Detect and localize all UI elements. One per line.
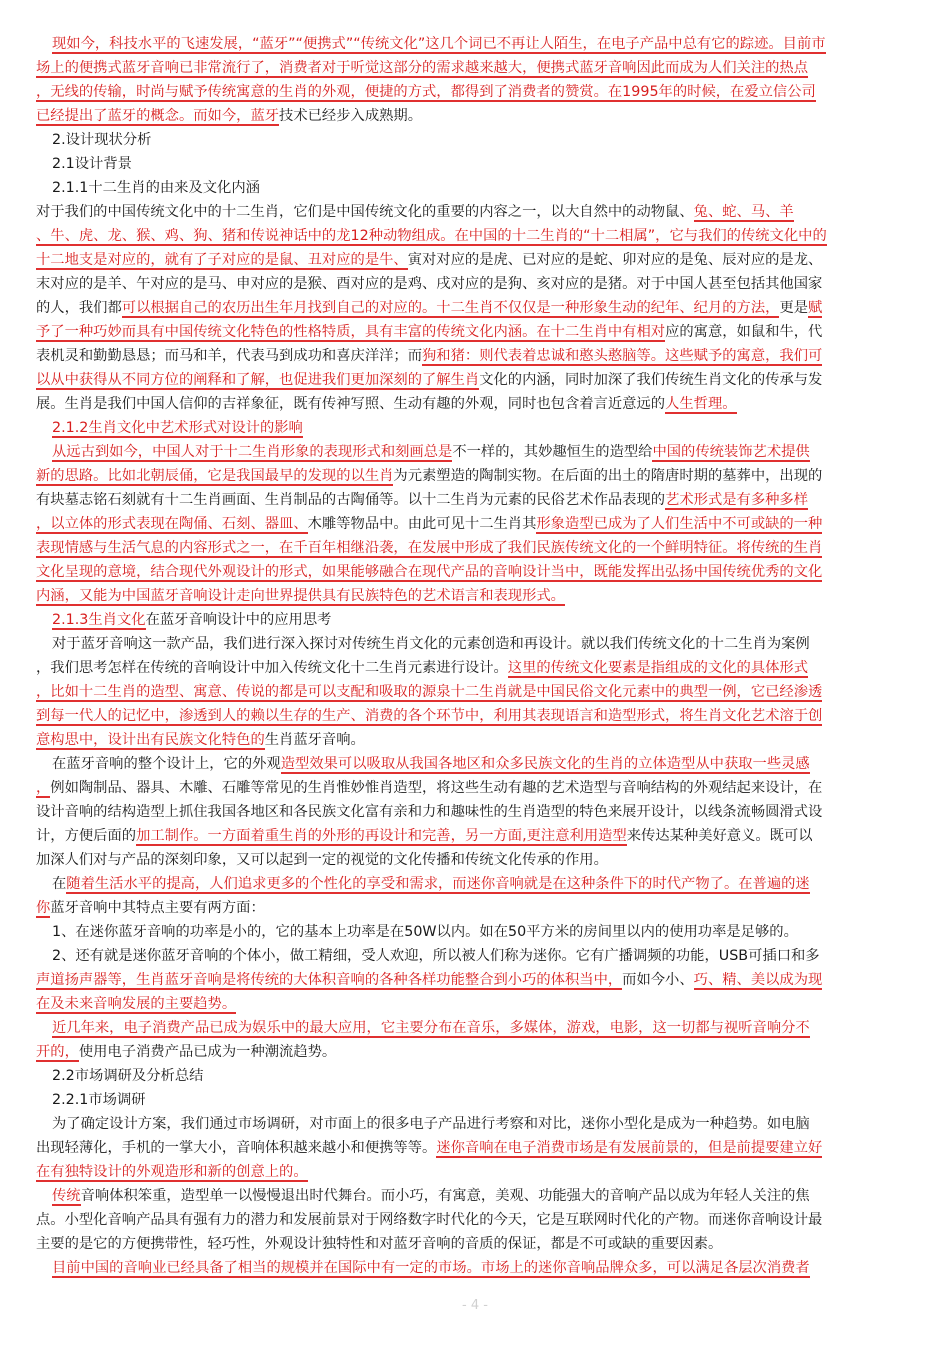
body-text: 蓝牙音响中其特点主要有两方面：: [50, 900, 265, 916]
body-text: 点。小型化音响产品具有强有力的潜力和发展前景对于网络数字时代化的今天，它是互联网时代化的产物。而迷你音响设计最: [36, 1212, 823, 1228]
text-line: [36, 1064, 932, 1088]
text-line: [36, 1184, 932, 1208]
body-text: 表机灵和勤勤恳恳；而马和羊，代表马到成功和喜庆洋洋；而: [36, 348, 423, 364]
text-line: [36, 1016, 932, 1040]
text-line: [36, 224, 916, 248]
highlighted-text: 狗和猪：则代表着忠诚和憨头憨脑等。这些赋予的寓意，我们可: [422, 348, 823, 364]
highlighted-text: 从远古到如今，中国人对于十二生肖形象的表现形式和刻画总是: [52, 444, 453, 460]
highlighted-text: 你: [36, 900, 51, 916]
body-text: 木雕等物品中。由此可见十二生肖其: [307, 516, 537, 532]
text-line: [36, 872, 932, 896]
text-line: [36, 752, 932, 776]
text-line: [36, 56, 916, 80]
body-text: ，我们思考怎样在传统的音响设计中加入传统文化十二生肖元素进行设计。: [36, 660, 508, 676]
highlighted-text: 目前中国的音响业已经具备了相当的规模并在国际中有一定的市场。市场上的迷你音响品牌众多，可以满足各层次消费者: [52, 1260, 810, 1276]
body-text: 更是: [779, 300, 809, 316]
text-line: [36, 80, 916, 104]
highlighted-text: 传统: [52, 1188, 81, 1204]
body-text: 技术已经步入成熟期。: [279, 108, 423, 124]
body-text: 在蓝牙音响的整个设计上，它的外观: [52, 756, 281, 772]
highlighted-text: 巧、精、美以成为现: [693, 972, 823, 988]
body-text: 有块墓志铭石刻就有十二生肖画面、生肖制品的古陶俑等。以十二生肖为元素的民俗艺术作品表现的: [36, 492, 666, 508]
highlighted-text: 中国的传统装饰艺术提供: [652, 444, 810, 460]
text-line: [36, 176, 932, 200]
highlighted-text: 这里的传统文化要素是指组成的文化的具体形式: [507, 660, 809, 676]
text-line: [36, 392, 916, 416]
highlighted-text: 已经提出了蓝牙的概念。而如今，蓝牙: [36, 108, 280, 124]
body-text: 2.2市场调研及分析总结: [52, 1068, 204, 1084]
text-line: [36, 464, 916, 488]
body-text: 2、还有就是迷你蓝牙音响的个体小，做工精细，受人欢迎，所以被人们称为迷你。它有广播调频的功能，USB可插口和多: [52, 948, 820, 964]
text-line: [36, 272, 916, 296]
text-line: [36, 896, 916, 920]
body-text: 文化的内涵，同时加深了我们传统生肖文化的传承与发: [479, 372, 823, 388]
body-text: 主要的是它的方便携带性，轻巧性，外观设计独特性和对蓝牙音响的音质的保证，都是不可或缺的重要因素。: [36, 1236, 723, 1252]
highlighted-text: 表现情感与生活气息的内容形式之一，在千百年相继沿袭，在发展中形成了我们民族传统文化的一个鲜明特征。将传统的生肖: [36, 540, 823, 556]
text-line: [36, 848, 916, 872]
text-line: [36, 1088, 932, 1112]
body-text: 为了确定设计方案，我们通过市场调研，对市面上的很多电子产品进行考察和对比，迷你小型化是成为一种趋势。如电脑: [52, 1116, 810, 1132]
text-line: [36, 704, 916, 728]
text-line: [36, 344, 916, 368]
body-text: 2.2.1市场调研: [52, 1092, 146, 1108]
highlighted-text: 现如今，科技水平的飞速发展，“蓝牙”“便携式”“传统文化”这几个词已不再让人陌生，在电子产品中总有它的踪迹。目前市: [52, 36, 826, 52]
highlighted-text: 文化呈现的意境，结合现代外观设计的形式，如果能够融合在现代产品的音响设计当中，既能发挥出弘扬中国传统优秀的文化: [36, 564, 823, 580]
body-text: 而如今小、: [622, 972, 694, 988]
text-line: [36, 104, 916, 128]
highlighted-text: 场上的便携式蓝牙音响已非常流行了，消费者对于听觉这部分的需求越来越大，便携式蓝牙音响因此而成为人们关注的热点: [36, 60, 809, 76]
body-text: 对于蓝牙音响这一款产品，我们进行深入探讨对传统生肖文化的元素创造和再设计。就以我们传统文化的十二生肖为案例: [52, 636, 810, 652]
highlighted-text: 加工制作。一方面着重生肖的外形的再设计和完善，另一方面,更注意利用造型: [136, 828, 627, 844]
highlighted-text: 到每一代人的记忆中，渗透到人的赖以生存的生产、消费的各个环节中，利用其表现语言和造型形式，将生肖文化艺术溶于创: [36, 708, 823, 724]
body-text: 应的寓意，如鼠和牛，代: [665, 324, 823, 340]
highlighted-text: 2.1.2生肖文化中艺术形式对设计的影响: [52, 420, 303, 436]
body-text: 2.1.1十二生肖的由来及文化内涵: [52, 180, 260, 196]
text-line: [36, 632, 932, 656]
highlighted-text: ，无线的传输，时尚与赋予传统寓意的生肖的外观，便捷的方式，都得到了消费者的赞赏。在1995年的时候，在爱立信公司: [36, 84, 816, 100]
text-line: [36, 584, 916, 608]
text-line: [36, 440, 932, 464]
text-line: [36, 368, 916, 392]
highlighted-text: 、牛、虎、龙、猴、鸡、狗、猪和传说神话中的龙12种动物组成。在中国的十二生肖的“十二相属”，它与我们的传统文化中的: [36, 228, 827, 244]
body-text: 2.1设计背景: [52, 156, 132, 172]
highlighted-text: 造型效果可以吸取从我国各地区和众多民族文化的生肖的立体造型从中获取一些灵感: [280, 756, 810, 772]
text-line: [36, 992, 916, 1016]
highlighted-text: ，: [36, 780, 51, 796]
text-line: [36, 944, 932, 968]
highlighted-text: 在有独特设计的外观造形和新的创意上的。: [36, 1164, 308, 1180]
body-text: 在: [52, 876, 67, 892]
body-text: 使用电子消费产品已成为一种潮流趋势。: [78, 1044, 337, 1060]
text-line: [36, 1232, 916, 1256]
text-line: [36, 968, 916, 992]
highlighted-text: 迷你音响在电子消费市场是有发展前景的，但是前提要建立好: [436, 1140, 823, 1156]
text-line: [36, 296, 916, 320]
text-line: [36, 776, 916, 800]
text-line: [36, 320, 916, 344]
text-line: [36, 1208, 916, 1232]
highlighted-text: 开的，: [36, 1044, 79, 1060]
highlighted-text: 新的思路。比如北朝辰俑，它是我国最早的发现的以生肖: [36, 468, 394, 484]
text-line: [36, 152, 932, 176]
body-text: 1、在迷你蓝牙音响的功率是小的，它的基本上功率是在50W以内。如在50平方米的房间里以内的使用功率是足够的。: [52, 924, 798, 940]
body-text: 展。生肖是我们中国人信仰的吉祥象征，既有传神写照、生动有趣的外观，同时也包含着言近意远的: [36, 396, 666, 412]
text-line: [36, 488, 916, 512]
body-text: 出现轻薄化，手机的一掌大小，音响体积越来越小和便携等等。: [36, 1140, 437, 1156]
highlighted-text: 以从中获得从不同方位的阐释和了解，也促进我们更加深刻的了解生肖: [36, 372, 480, 388]
body-text: 加深人们对与产品的深刻印象，又可以起到一定的视觉的文化传播和传统文化传承的作用。: [36, 852, 608, 868]
highlighted-text: 人生哲理。: [665, 396, 737, 412]
page-number: - 4 -: [462, 1298, 488, 1313]
highlighted-text: 2.1.3生肖文化: [52, 612, 146, 628]
text-line: [36, 1112, 932, 1136]
body-text: 在蓝牙音响设计中的应用思考: [145, 612, 332, 628]
text-line: [36, 128, 932, 152]
highlighted-text: 在及未来音响发展的主要趋势。: [36, 996, 237, 1012]
highlighted-text: 内涵，又能为中国蓝牙音响设计走向世界提供具有民族特色的艺术语言和表现形式。: [36, 588, 565, 604]
highlighted-text: 艺术形式是有多种多样: [665, 492, 809, 508]
text-line: [36, 824, 916, 848]
highlighted-text: 随着生活水平的提高，人们追求更多的个性化的享受和需求，而迷你音响就是在这种条件下的时代产物了。在普遍的迷: [66, 876, 810, 892]
text-line: [36, 560, 916, 584]
body-text: 2.设计现状分析: [52, 132, 152, 148]
body-text: 设计音响的结构造型上抓住我国各地区和各民族文化富有亲和力和趣味性的生肖造型的特色来展开设计，以线条流畅圆滑式设: [36, 804, 823, 820]
body-text: 来传达某种美好意义。既可以: [626, 828, 813, 844]
highlighted-text: ，比如十二生肖的造型、寓意、传说的都是可以支配和吸取的源泉十二生肖: [36, 684, 508, 700]
text-line: [36, 1040, 916, 1064]
body-text: 对于我们的中国传统文化中的十二生肖，它们是中国传统文化的重要的内容之一，以大自然中的动物鼠、: [36, 204, 694, 220]
body-text: 生肖蓝牙音响。: [264, 732, 365, 748]
text-line: [36, 1256, 932, 1280]
text-line: [36, 800, 916, 824]
body-text: 计，方便后面的: [36, 828, 137, 844]
text-line: [36, 608, 932, 632]
text-line: [36, 32, 932, 56]
body-text: 例如陶制品、器具、木雕、石雕等常见的生肖惟妙惟肖造型，将这些生动有趣的艺术造型与音响结构的外观结起来设计，在: [50, 780, 823, 796]
highlighted-text: 就是中国民俗文化元素中的典型一例，它已经渗透: [507, 684, 823, 700]
text-line: [36, 416, 932, 440]
text-line: [36, 512, 916, 536]
text-line: [36, 536, 916, 560]
text-line: [36, 680, 916, 704]
body-text: 为元素塑造的陶制实物。在后面的出土的隋唐时期的墓葬中，出现的: [393, 468, 823, 484]
highlighted-text: 十二地支是对应的，就有了子对应的是鼠、丑对应的是牛、: [36, 252, 408, 268]
highlighted-text: 兔、蛇、马、羊: [693, 204, 794, 220]
text-line: [36, 248, 916, 272]
body-text: 的人，我们都: [36, 300, 122, 316]
highlighted-text: ，以立体的形式表现在陶俑、石刻、器皿、: [36, 516, 308, 532]
text-line: [36, 656, 916, 680]
text-line: [36, 920, 932, 944]
body-text: 音响体积笨重，造型单一以慢慢退出时代舞台。而小巧，有寓意，美观、功能强大的音响产品以成为年轻人关注的焦: [80, 1188, 810, 1204]
highlighted-text: 形象造型已成为了人们生活中不可或缺的一种: [536, 516, 823, 532]
highlighted-text: 可以根据自己的农历出生年月找到自己的对应的。十二生肖不仅仅是一种形象生动的纪年、纪月的方法，: [121, 300, 780, 316]
body-text: 寅对对应的是虎、已对应的是蛇、卯对应的是兔、辰对应的是龙、: [407, 252, 823, 268]
highlighted-text: 近几年来，电子消费产品已成为娱乐中的最大应用，它主要分布在音乐，多媒体，游戏，电影，这一切都与视听音响分不: [52, 1020, 810, 1036]
highlighted-text: 予了一种巧妙而具有中国传统文化特色的性格特质，具有丰富的传统文化内涵。在十二生肖中有相对: [36, 324, 666, 340]
body-text: 不一样的，其妙趣恒生的造型给: [452, 444, 653, 460]
body-text: 末对应的是羊、午对应的是马、申对应的是猴、酉对应的是鸡、戌对应的是狗、亥对应的是猪。对于中国人甚至包括其他国家: [36, 276, 823, 292]
highlighted-text: 声道扬声器等，生肖蓝牙音响是将传统的大体积音响的各种各样功能整合到小巧的体积当中，: [36, 972, 623, 988]
text-line: [36, 200, 916, 224]
text-line: [36, 728, 916, 752]
text-line: [36, 1136, 916, 1160]
text-line: [36, 1160, 916, 1184]
highlighted-text: 意构思中，设计出有民族文化特色的: [36, 732, 265, 748]
highlighted-text: 赋: [808, 300, 823, 316]
